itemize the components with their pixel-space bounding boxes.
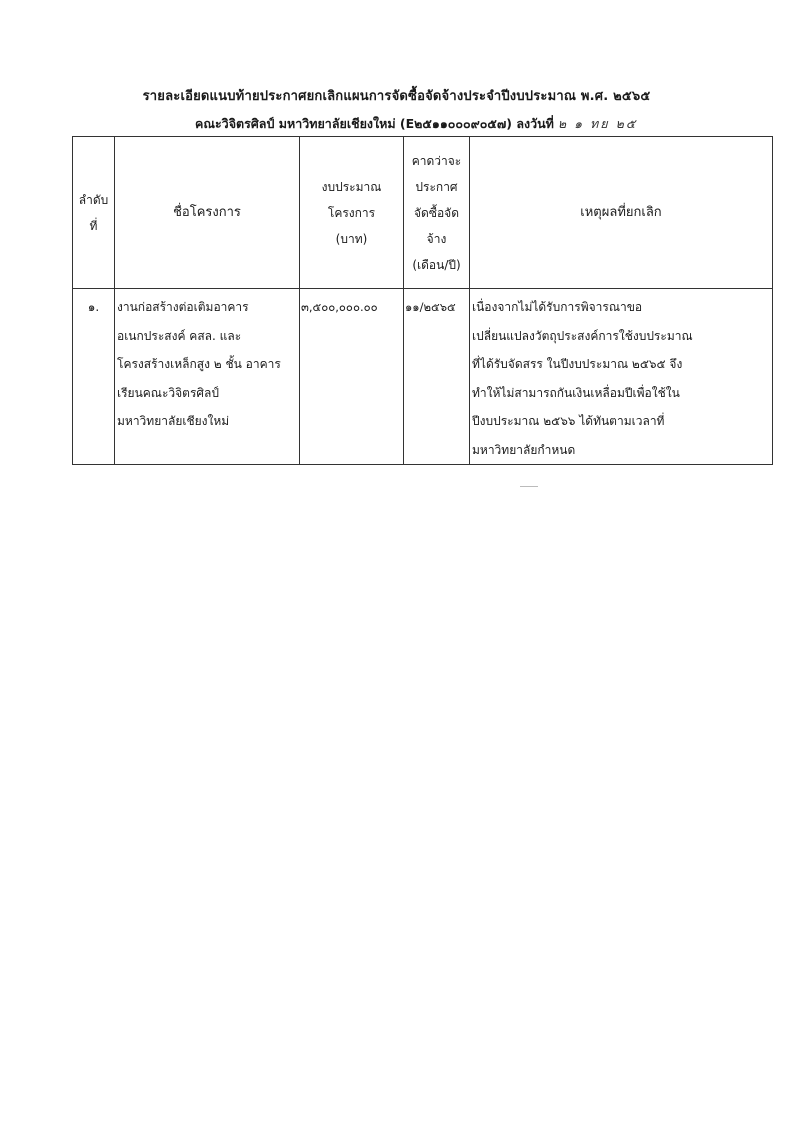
table-header-row	[73, 137, 773, 289]
text-line: โครงสร้างเหล็กสูง ๒ ชั้น อาคาร	[117, 357, 281, 371]
header-expected-month	[404, 137, 470, 289]
cancellation-table	[72, 136, 773, 465]
text-line: คาดว่าจะ	[411, 153, 462, 168]
text-line: ที่ได้รับจัดสรร ในปีงบประมาณ ๒๕๖๕ จึง	[472, 357, 683, 371]
handwritten-date: ๒ ๑ ทย ๒๕	[557, 116, 638, 131]
text-line: ที่	[89, 218, 98, 233]
text-line: งานก่อสร้างต่อเติมอาคาร	[117, 300, 249, 314]
scan-mark	[520, 486, 538, 487]
text-line: มหาวิทยาลัยกำหนด	[472, 442, 576, 457]
document-title: รายละเอียดแนบท้ายประกาศยกเลิกแผนการจัดซื้อจัดจ้างประจำปีงบประมาณ พ.ศ. ๒๕๖๕	[142, 89, 651, 104]
text-line: อเนกประสงค์ คสล. และ	[117, 328, 242, 343]
text-line: ประกาศ	[415, 179, 458, 194]
text-line: ชื่อโครงการ	[173, 204, 241, 220]
text-line: เนื่องจากไม่ได้รับการพิจารณาขอ	[472, 300, 643, 314]
header-reason	[470, 137, 773, 289]
text-line: มหาวิทยาลัยเชียงใหม่	[117, 414, 230, 428]
cell-no: ๑.	[73, 289, 115, 465]
header-no	[73, 137, 115, 289]
document-subtitle	[195, 114, 755, 134]
text-line: ทำให้ไม่สามารถกันเงินเหลื่อมปีเพื่อใช้ใน	[472, 385, 680, 400]
text-line: เปลี่ยนแปลงวัตถุประสงค์การใช้งบประมาณ	[472, 328, 693, 343]
text-line: จัดซื้อจัด	[414, 205, 459, 220]
header-project-name	[115, 137, 300, 289]
text-line: (บาท)	[335, 231, 368, 246]
table-row	[73, 289, 773, 465]
text-line: เหตุผลที่ยกเลิก	[580, 204, 662, 220]
text-line: ปีงบประมาณ ๒๕๖๖ ได้ทันตามเวลาที่	[472, 414, 665, 428]
cell-project-name	[115, 289, 300, 465]
text-line: เรียนคณะวิจิตรศิลป์	[117, 385, 219, 400]
text-line: จ้าง	[426, 231, 447, 246]
cell-reason	[470, 289, 773, 465]
cell-budget: ๓,๕๐๐,๐๐๐.๐๐	[300, 289, 404, 465]
text-line: งบประมาณ	[321, 179, 382, 194]
text-line: ลำดับ	[78, 192, 109, 207]
subtitle-text: คณะวิจิตรศิลป์ มหาวิทยาลัยเชียงใหม่ (E๒๕๑๑๐๐๐๙๐๕๗) ลงวันที่	[195, 116, 554, 131]
header-budget	[300, 137, 404, 289]
text-line: โครงการ	[327, 205, 376, 220]
text-line: (เดือน/ปี)	[412, 257, 461, 272]
cell-expected-month: ๑๑/๒๕๖๕	[404, 289, 470, 465]
